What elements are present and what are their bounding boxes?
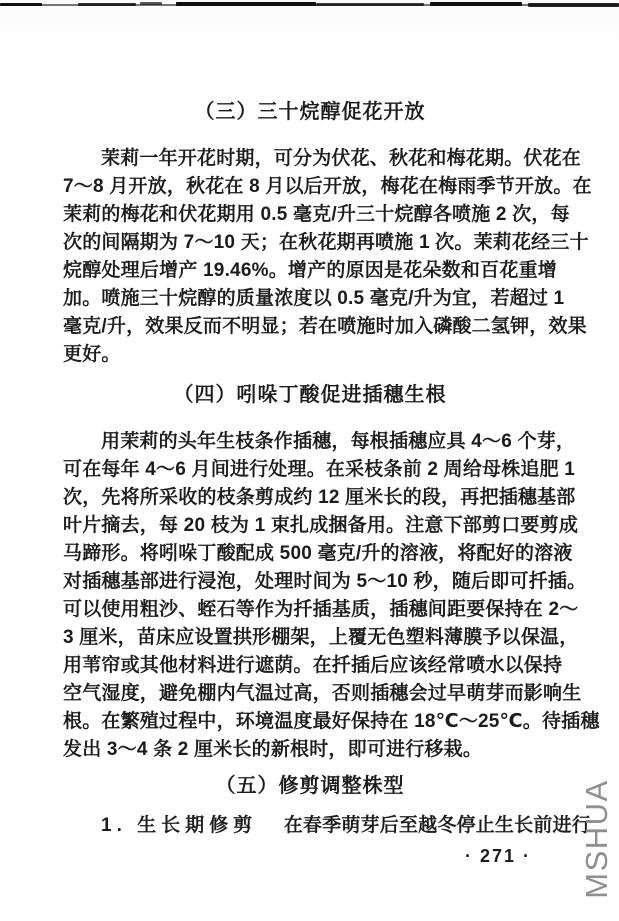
page-number: · 271 · — [464, 846, 531, 866]
text-line: 用茉莉的头年生枝条作插穗，每根插穗应具 4～6 个芽， — [101, 431, 576, 452]
text-line: 根。在繁殖过程中，环境温度最好保持在 18℃～25℃。待插穗 — [63, 711, 600, 732]
text-line: 烷醇处理后增产 19.46%。增产的原因是花朵数和百花重增 — [63, 260, 557, 281]
text-line: 茉莉一年开花时期，可分为伏花、秋花和梅花期。伏花在 — [101, 148, 582, 169]
section-heading-3: （三）三十烷醇促花开放 — [194, 101, 426, 123]
section-heading-4: （四）吲哚丁酸促进插穗生根 — [173, 384, 447, 406]
text-line: 更好。 — [63, 344, 121, 365]
text-line: 可在每年 4～6 月间进行处理。在采枝条前 2 周给母株追肥 1 — [63, 459, 576, 480]
pruning-list-item — [63, 812, 591, 840]
text-line: 茉莉的梅花和伏花期用 0.5 毫克/升三十烷醇各喷施 2 次，每 — [63, 204, 570, 225]
page-content — [63, 0, 600, 867]
text-line: 用苇帘或其他材料进行遮荫。在扦插后应该经常喷水以保持 — [63, 655, 563, 676]
text-line: 7～8 月开放，秋花在 8 月以后开放，梅花在梅雨季节开放。在 — [63, 176, 592, 197]
text-line: 空气湿度，避免棚内气温过高，否则插穗会过早萌芽而影响生 — [63, 683, 582, 704]
text-line: 发出 3～4 条 2 厘米长的新根时，即可进行移栽。 — [63, 739, 483, 760]
text-line: 叶片摘去，每 20 枝为 1 束扎成捆备用。注意下部剪口要剪成 — [63, 515, 579, 536]
list-item-text: 在春季萌芽后至越冬停止生长前进行 — [283, 815, 591, 836]
paragraph-iba-cutting — [63, 428, 600, 764]
text-line: 加。喷施三十烷醇的质量浓度以 0.5 毫克/升为宜，若超过 1 — [63, 288, 565, 309]
paragraph-triacontanol — [63, 145, 592, 369]
text-line: 可以使用粗沙、蛭石等作为扦插基质，插穗间距要保持在 2～ — [63, 599, 579, 620]
text-line: 3 厘米，苗床应设置拱形棚架，上覆无色塑料薄膜予以保温， — [63, 627, 579, 648]
text-line: 次，先将所采收的枝条剪成约 12 厘米长的段，再把插穗基部 — [63, 487, 576, 508]
text-line: 马蹄形。将吲哚丁酸配成 500 毫克/升的溶液，将配好的溶液 — [63, 543, 573, 564]
text-line: 次的间隔期为 7～10 天；在秋花期再喷施 1 次。茉莉花经三十 — [63, 232, 589, 253]
section-heading-5: （五）修剪调整株型 — [215, 775, 405, 797]
text-line: 对插穗基部进行浸泡，处理时间为 5～10 秒，随后即可扦插。 — [63, 571, 587, 592]
text-line: 毫克/升，效果反而不明显；若在喷施时加入磷酸二氢钾，效果 — [63, 316, 587, 337]
watermark-text: MSHUA — [579, 779, 614, 899]
list-item-label: 1. 生长期修剪 — [101, 815, 258, 836]
